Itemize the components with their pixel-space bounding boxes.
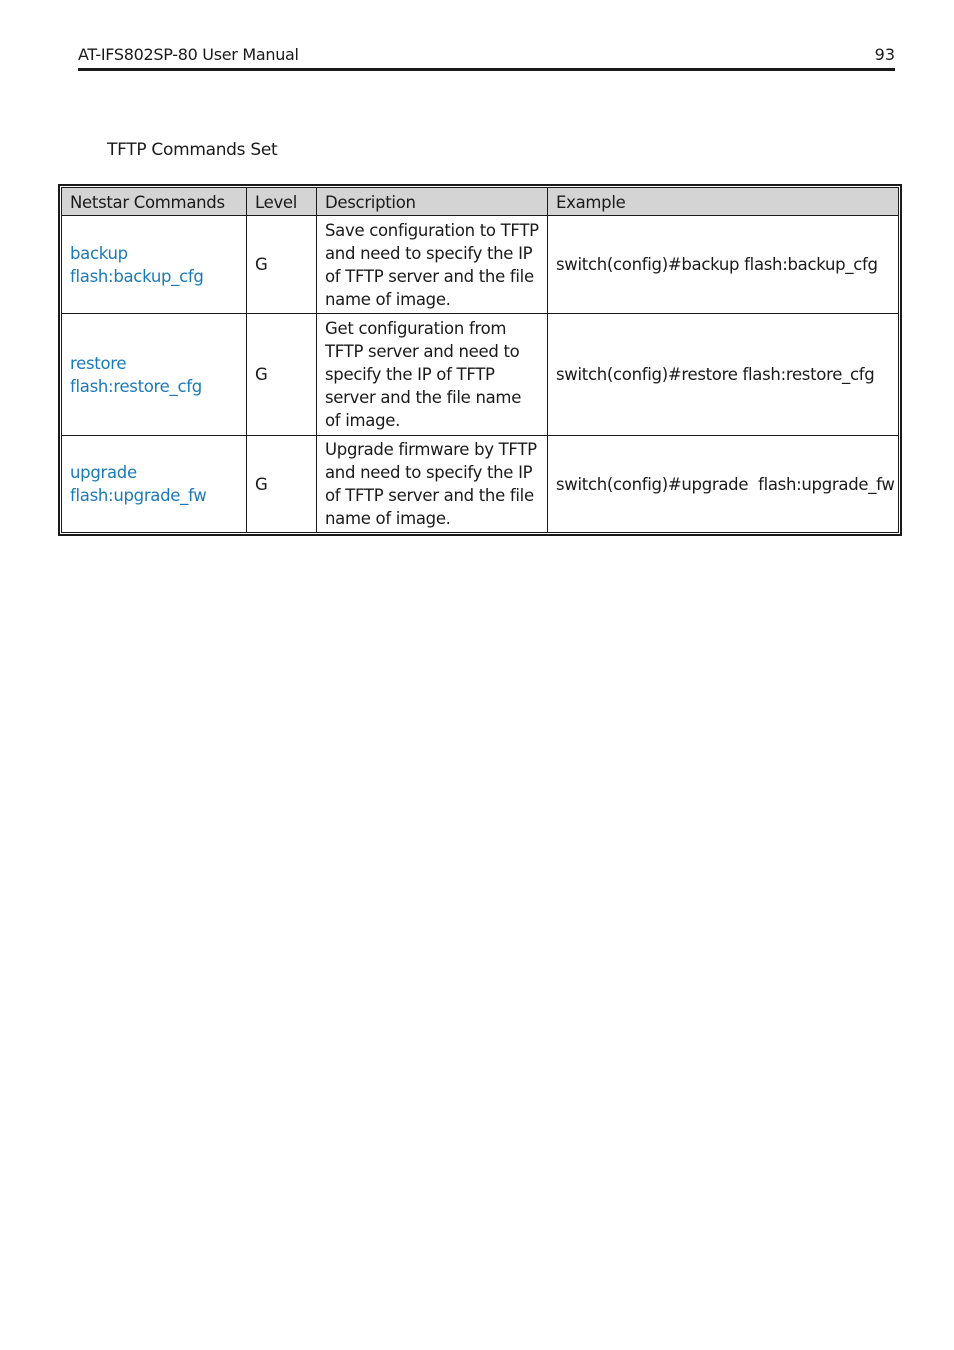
level-cell: G: [247, 216, 317, 314]
command-link-upgrade[interactable]: upgrade: [70, 463, 137, 482]
table-row: [62, 436, 899, 533]
example-cell: switch(config)#backup flash:backup_cfg: [548, 216, 899, 314]
command-link-backup[interactable]: backup: [70, 243, 128, 263]
description-cell: Get configuration from TFTP server and need to specify the IP of TFTP server and the file name of image.: [317, 314, 548, 436]
level-cell: G: [247, 436, 317, 533]
column-header-commands: Netstar Commands: [62, 188, 247, 216]
example-cell: switch(config)#restore flash:restore_cfg: [548, 314, 899, 436]
example-cell: switch(config)#upgrade flash:upgrade_fw: [548, 436, 899, 533]
page-number: 93: [874, 45, 895, 64]
level-cell: G: [247, 314, 317, 436]
command-cell: [62, 216, 247, 314]
description-cell: Upgrade firmware by TFTP and need to specify the IP of TFTP server and the file name of image.: [317, 436, 548, 533]
command-cell: [62, 436, 247, 533]
column-header-level: Level: [247, 188, 317, 216]
manual-title: AT-IFS802SP-80 User Manual: [78, 45, 299, 64]
column-header-description: Description: [317, 188, 548, 216]
commands-table-frame: [58, 184, 902, 536]
command-link-restore[interactable]: restore: [70, 353, 127, 373]
description-cell: Save configuration to TFTP and need to specify the IP of TFTP server and the file name of image.: [317, 216, 548, 314]
command-link-backup-arg[interactable]: flash:backup_cfg: [70, 266, 204, 286]
table-row: [62, 216, 899, 314]
table-header-row: [62, 188, 899, 216]
commands-table: [61, 187, 899, 533]
page-header: [78, 44, 895, 71]
section-title: TFTP Commands Set: [107, 140, 278, 160]
command-link-upgrade-arg[interactable]: flash:upgrade_fw: [70, 486, 207, 505]
command-cell: [62, 314, 247, 436]
table-row: [62, 314, 899, 436]
column-header-example: Example: [548, 188, 899, 216]
command-link-restore-arg[interactable]: flash:restore_cfg: [70, 376, 202, 396]
